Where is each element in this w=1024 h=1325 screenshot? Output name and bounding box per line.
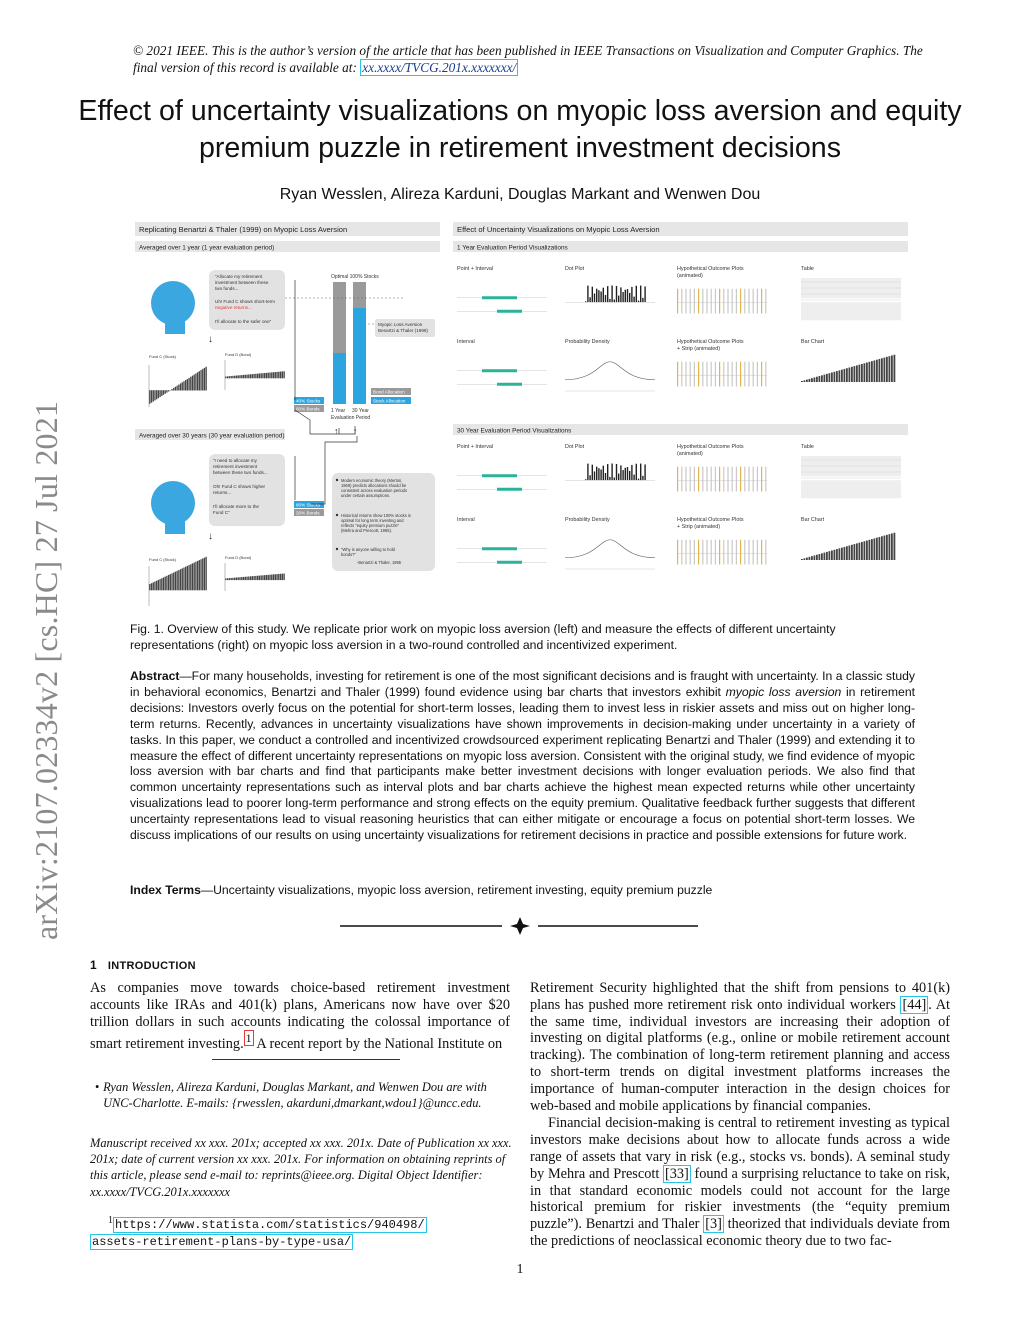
vis-panel-label: Point + Interval [457,444,494,450]
svg-text:between these two funds...: between these two funds... [213,470,268,475]
mini-bar [204,368,205,391]
vis-panel-label: Point + Interval [457,266,494,272]
fund-c-label-1: Fund C (Stock) [149,354,176,359]
mini-bar [252,576,253,580]
statista-link-part1[interactable]: https://www.statista.com/statistics/940498/ [115,1218,425,1232]
bar-30yr-bond [353,282,366,308]
mini-bar [253,374,254,378]
arxiv-sidebar-id: arXiv:2107.02334v2 [cs.HC] 27 Jul 2021 [28,400,64,940]
mini-bar [238,375,239,378]
mini-bar [260,575,261,580]
mini-bar [246,375,247,379]
vis-panel-label: Dot Plot [565,444,585,450]
fund-c-label-2: Fund C (Stock) [149,557,176,562]
mini-bar [225,377,226,379]
svg-text:returns...: returns... [213,490,232,495]
mini-bar [257,576,258,580]
mini-chart-stock-2 [149,557,207,606]
mini-bar [227,578,228,580]
mini-bar [159,579,160,590]
theory-note-3: “Why is anyone willing to hold bonds?” [341,547,395,557]
mini-bar [239,375,240,378]
mini-bar [192,563,193,590]
mini-bar [264,575,265,580]
svg-text:I’ll allocate to the safer one: I’ll allocate to the safer one” [215,319,272,324]
theory-quote-src: -Benartzi & Thaler, 1995 [357,560,402,565]
author-list: Ryan Wesslen, Alireza Karduni, Douglas Markant and Wenwen Dou [279,186,761,203]
mini-bar [283,371,284,378]
paper-title: Effect of uncertainty visualizations on myopic loss aversion and equity premium puzzle in retirement investment decisions [78,95,962,164]
mini-bar [159,390,160,397]
mini-bar [259,576,260,581]
mini-bar [276,574,277,580]
axis-title: Evaluation Period [331,415,371,421]
axis-1yr: 1 Year [331,408,346,414]
mini-bar [275,574,276,580]
index-terms: Index Terms—Uncertainty visualizations, myopic loss aversion, retirement investing, equity premium puzzle [130,883,713,897]
optimal-label: Optimal 100% Stocks [331,274,379,280]
mla-label-1: Myopic Loss Aversion [378,322,423,327]
vis-panel-label: Hypothetical Outcome Plots [677,339,744,345]
svg-text:“Allocate my retirement: “Allocate my retirement [215,274,263,279]
mini-bar [260,373,261,378]
vis-panel-label: Hypothetical Outcome Plots [677,266,744,272]
svg-text:Stock Allocation: Stock Allocation [373,398,406,404]
mini-chart-bond-1 [225,360,285,390]
mini-bar [276,372,277,378]
mini-bar [185,380,186,390]
page-number: 1 [516,1262,524,1277]
mini-chart-stock-1 [149,365,207,407]
mini-bar [269,575,270,580]
mini-bar [149,584,150,590]
mini-bar [190,377,191,391]
right-sub2: 30 Year Evaluation Period Visualizations [457,427,572,435]
theory-note-1: Modern economic theory (Merton, 1969) predicts allocations should be consistent across evaluation periods under certain assumptions. [341,478,407,498]
mini-bar [161,578,162,590]
mini-bar [234,578,235,580]
mini-bar [153,390,154,401]
mini-bar [149,390,150,404]
footnote-ref[interactable]: 1 [245,1031,252,1046]
mini-bar [166,390,167,392]
mini-bar [187,566,188,590]
theory-note-2: Historical returns show 100% stocks is optimal for long term investing and reflects “equity premium puzzle” (Mehra and Prescott, 1985). [341,513,411,533]
mini-bar [283,574,284,581]
mini-bar [168,575,169,590]
mini-bar [165,390,166,394]
mini-bar [236,376,237,379]
vis-panel-label: Probability Density [565,517,610,523]
head-icon [151,481,195,534]
mini-bar [230,578,231,580]
mini-bar [259,373,260,378]
mini-bar [282,371,283,378]
mini-bar [163,577,164,590]
svg-text:60% Bonds: 60% Bonds [296,406,320,412]
mini-bar [176,571,177,590]
svg-text:I’ll allocate more to the: I’ll allocate more to the [213,504,259,509]
mini-bar [151,390,152,402]
mini-bar [168,390,169,391]
mini-bar [194,375,195,391]
mini-bar [195,373,196,390]
section-heading: 1 INTRODUCTION [90,958,196,972]
mla-label-2: Benartzi & Thaler (1999) [378,328,428,333]
mini-bar [153,582,154,590]
mini-bar [205,367,206,391]
svg-text:Fund C”: Fund C” [213,510,230,515]
mini-bar [266,373,267,378]
mini-bar [229,578,230,580]
mini-chart-bond-2 [225,563,285,591]
mini-bar [178,570,179,590]
mini-bar [268,373,269,379]
vis-panels-30yr [457,444,901,569]
mini-bar [182,382,183,390]
vis-panels-1yr [457,266,901,391]
mini-bar [165,577,166,591]
vis-panel-label: Probability Density [565,339,610,345]
mini-bar [166,576,167,591]
mini-bar [239,577,240,580]
mini-bar [190,564,191,590]
mini-bar [171,389,172,391]
section-title: INTRODUCTION [107,960,196,972]
mini-bar [278,372,279,379]
mini-bar [227,376,228,378]
mini-bar [188,565,189,590]
mini-bar [173,388,174,391]
vis-panel-label: Table [801,266,814,272]
svg-text:80% Stocks: 80% Stocks [296,502,321,508]
mini-bar [246,577,247,580]
vis-panel-sublabel: (animated) [677,451,703,457]
statista-link-part2[interactable]: assets-retirement-plans-by-type-usa/ [92,1235,352,1249]
mini-bar [271,575,272,581]
mini-bar [173,572,174,590]
mini-bar [204,558,205,591]
mini-bar [175,387,176,391]
svg-text:“I need to allocate my: “I need to allocate my [213,458,257,463]
fund-d-label-1: Fund D (Bond) [225,352,252,357]
mini-bar [250,576,251,580]
copyright-notice: © 2021 IEEE. This is the author’s version of the article that has been published in IEEE Transactions on Visualization and Computer Graphics. The final version of this record is available at: xx.xxxx/TVCG.201x.xxxxxxx/ [133,43,923,75]
mini-bar [275,372,276,378]
vis-panel-label: Hypothetical Outcome Plots [677,517,744,523]
mini-bar [232,376,233,378]
axis-30yr: 30 Year [352,408,369,414]
mini-bar [236,578,237,581]
mini-bar [248,576,249,580]
mini-bar [257,374,258,379]
mini-bar [245,577,246,580]
mini-bar [229,376,230,378]
svg-text:Oh! Fund C shows higher: Oh! Fund C shows higher [213,484,266,489]
mini-bar [243,375,244,378]
mini-bar [253,576,254,580]
mini-bar [248,374,249,378]
mini-bar [238,577,239,580]
mini-bar [185,567,186,591]
mini-bar [161,390,162,396]
mini-bar [151,583,152,590]
vis-panel-label: Dot Plot [565,266,585,272]
vis-panel-label: Bar Chart [801,517,825,523]
left-sub2: Averaged over 30 years (30 year evaluation period) [139,432,285,440]
figure-caption: Fig. 1. Overview of this study. We replicate prior work on myopic loss aversion (left) and measure the effects of different uncertainty representations (right) on myopic loss aversion in a two-round controlled and incentivized experiment. [130,622,836,652]
mini-bar [262,575,263,580]
mini-bar [200,370,201,390]
mini-bar [268,575,269,580]
citation-33[interactable]: [33] [664,1165,689,1182]
head-icon [151,281,195,334]
mini-bar [273,574,274,580]
mini-bar [175,572,176,591]
vis-panel-label: Bar Chart [801,339,825,345]
mini-bar [192,376,193,391]
mini-bar [158,580,159,590]
section-divider [340,915,700,937]
svg-text:negative returns...: negative returns... [215,305,252,310]
manuscript-info: Manuscript received xx xxx. 201x; accepted xx xxx. 201x. Date of Publication xx xxx. 201x; date of current version xx xxx. 201x. For information on obtaining reprints of this article, please send e-mail to: reprints@ieee.org. Digital Object Identifier: xx.xxxx/TVCG.201x.xxxxxxx [90,1136,512,1199]
left-title: Replicating Benartzi & Thaler (1999) on Myopic Loss Aversion [139,225,348,234]
body-column-1: As companies move towards choice-based retirement investment accounts like IRAs and 401(k) plans, Americans now have over $20 trillion dollars in such accounts indicating the colossal importance of smart retirement investing. $^1$ A recent report by the National Institute on [90,980,510,1053]
mini-bar [183,381,184,390]
mini-bar [154,582,155,591]
fund-d-label-2: Fund D (Bond) [225,555,252,560]
mini-bar [183,568,184,591]
mini-bar [180,383,181,390]
vis-panel-label: Hypothetical Outcome Plots [677,444,744,450]
mini-bar [197,372,198,390]
ornament-icon [510,917,530,935]
citation-44[interactable]: [44] [902,996,927,1013]
svg-text:20% Bonds: 20% Bonds [296,510,320,516]
figure-1 [135,220,910,615]
svg-text:Uh! Fund C shows short-term: Uh! Fund C shows short-term [215,299,275,304]
mini-bar [280,372,281,379]
mini-bar [205,557,206,590]
mini-bar [282,574,283,580]
mini-bar [171,573,172,590]
mini-bar [234,376,235,379]
mini-bar [187,379,188,391]
author-affiliation-footnote: • Ryan Wesslen, Alireza Karduni, Douglas Markant, and Wenwen Dou are with UNC-Charlotte. E-mails: {rwesslen, akarduni,dmarkant,wdou1}@uncc.edu. [95,1080,487,1111]
doi-link[interactable]: xx.xxxx/TVCG.201x.xxxxxxx/ [362,60,517,75]
mini-bar [156,581,157,591]
left-sub1: Averaged over 1 year (1 year evaluation period) [139,244,275,252]
mini-bar [176,386,177,391]
mini-bar [202,558,203,590]
mini-bar [271,372,272,378]
abstract: Abstract—For many households, investing for retirement is one of the most significant decisions and is fraught with uncertainty. In a classic study in behavioral economics, Benartzi and Thaler (1999) found evidence using bar charts that investors exhibit myopic loss aversion in retirement decisions: Investors overly focus on the potential for short-term losses, leading them to invest less in riskier assets and miss out on higher long-term returns. Recently, advances in uncertainty visualizations have shown improvements in decision-making under uncertainty in a variety of tasks. In this paper, we conduct a controlled and incentivized crowdsourced experiment replicating Benartzi and Thaler (1999) and extending it to measure the effect of different uncertainty representations on myopic loss aversion. Consistent with the original study, we find evidence of myopic loss aversion with bar charts and find that participants make better investment decisions with longer evaluation periods. We also find that common uncertainty representations such as interval plots and bar charts achieve the highest mean expected returns while other uncertainty visualizations lead to poorer long-term performance and strong effects on the equity premium. Qualitative feedback further suggests that different uncertainty representations lead to visual reasoning heuristics that can either mitigate or encourage a focus on potential short-term losses. We discuss implications of our results on using uncertainty visualizations for retirement decisions in practice and possible extensions for future work. [130,669,915,843]
mini-bar [273,372,274,378]
url-footnote: $^1$ https://www.statista.com/statistics/940498/ assets-retirement-plans-by-type-usa/ [92,1215,425,1249]
mini-bar [195,562,196,591]
vis-panel-sublabel: + Strip (animated) [677,524,720,530]
svg-text:Bond Allocation: Bond Allocation [373,389,405,395]
bar-1yr-stock [333,353,346,404]
mini-bar [262,373,263,378]
mini-bar [156,390,157,399]
vis-panel-label: Interval [457,339,475,345]
body-column-2: Retirement Security highlighted that the shift from pensions to 401(k) plans has pushed more retirement risk onto individual workers [44] . At the same time, individual investors are increasing their adoption of investing on digital platforms (e.g., online or mobile retirement account tracking). The combination of long-term retirement planning and access to short-term trends on digital investment platforms increases the importance of human-computer interaction in the design choices for web-based and mobile applications by financial companies. Financial decision-making is central to retirement investing as typical investors make decisions about how to allocate funds across a wide range of assets that vary in risk (e.g., stocks vs. bonds). A seminal study by Mehra and Prescott [33] found a surprising reluctance to take on risk, in that standard economic models could not account for the large historical premium for riskier investments (the “equity premium puzzle”). Benartzi and Thaler [3] theorized that individuals deviate from the predictions of neoclassical economic theory due to two fac- [530,980,951,1249]
svg-text:40% Stocks: 40% Stocks [296,398,321,404]
mini-bar [255,374,256,379]
citation-3[interactable]: [3] [705,1216,722,1233]
svg-text:two funds...: two funds... [215,286,239,291]
mini-bar [170,574,171,590]
abstract-label: Abstract [130,669,180,683]
mini-bar [266,575,267,580]
right-sub1: 1 Year Evaluation Period Visualizations [457,244,568,252]
mini-bar [230,376,231,378]
mini-bar [163,390,164,395]
vis-panel-sublabel: (animated) [677,273,703,279]
mini-bar [197,561,198,590]
mini-bar [232,578,233,580]
vis-panel-sublabel: + Strip (animated) [677,346,720,352]
mini-bar [188,378,189,391]
mini-bar [194,563,195,591]
mini-bar [252,374,253,378]
down-arrow: ↓ [208,334,213,345]
mini-bar [158,390,159,398]
mini-bar [278,574,279,580]
mini-bar [264,373,265,378]
mini-bar [245,375,246,379]
right-title: Effect of Uncertainty Visualizations on Myopic Loss Aversion [457,225,660,234]
svg-text:retirement investment: retirement investment [213,464,258,469]
svg-text:↑: ↑ [353,426,358,436]
svg-text:↑: ↑ [334,426,339,436]
mini-bar [178,385,179,391]
mini-bar [180,569,181,590]
mini-bar [280,574,281,580]
mini-bar [199,371,200,390]
mini-bar [241,375,242,378]
mini-bar [250,374,251,378]
footnote-rule [212,1059,400,1060]
mini-bar [202,369,203,391]
svg-text:↓: ↓ [208,531,213,542]
mini-bar [154,390,155,400]
vis-panel-label: Interval [457,517,475,523]
mini-bar [241,577,242,580]
vis-panel-label: Table [801,444,814,450]
mini-bar [182,568,183,590]
mini-bar [255,576,256,580]
mini-bar [200,559,201,590]
mini-bar [243,577,244,580]
mini-bar [199,560,200,590]
mini-bar [225,578,226,580]
svg-text:investment between these: investment between these [215,280,269,285]
mini-bar [269,373,270,379]
